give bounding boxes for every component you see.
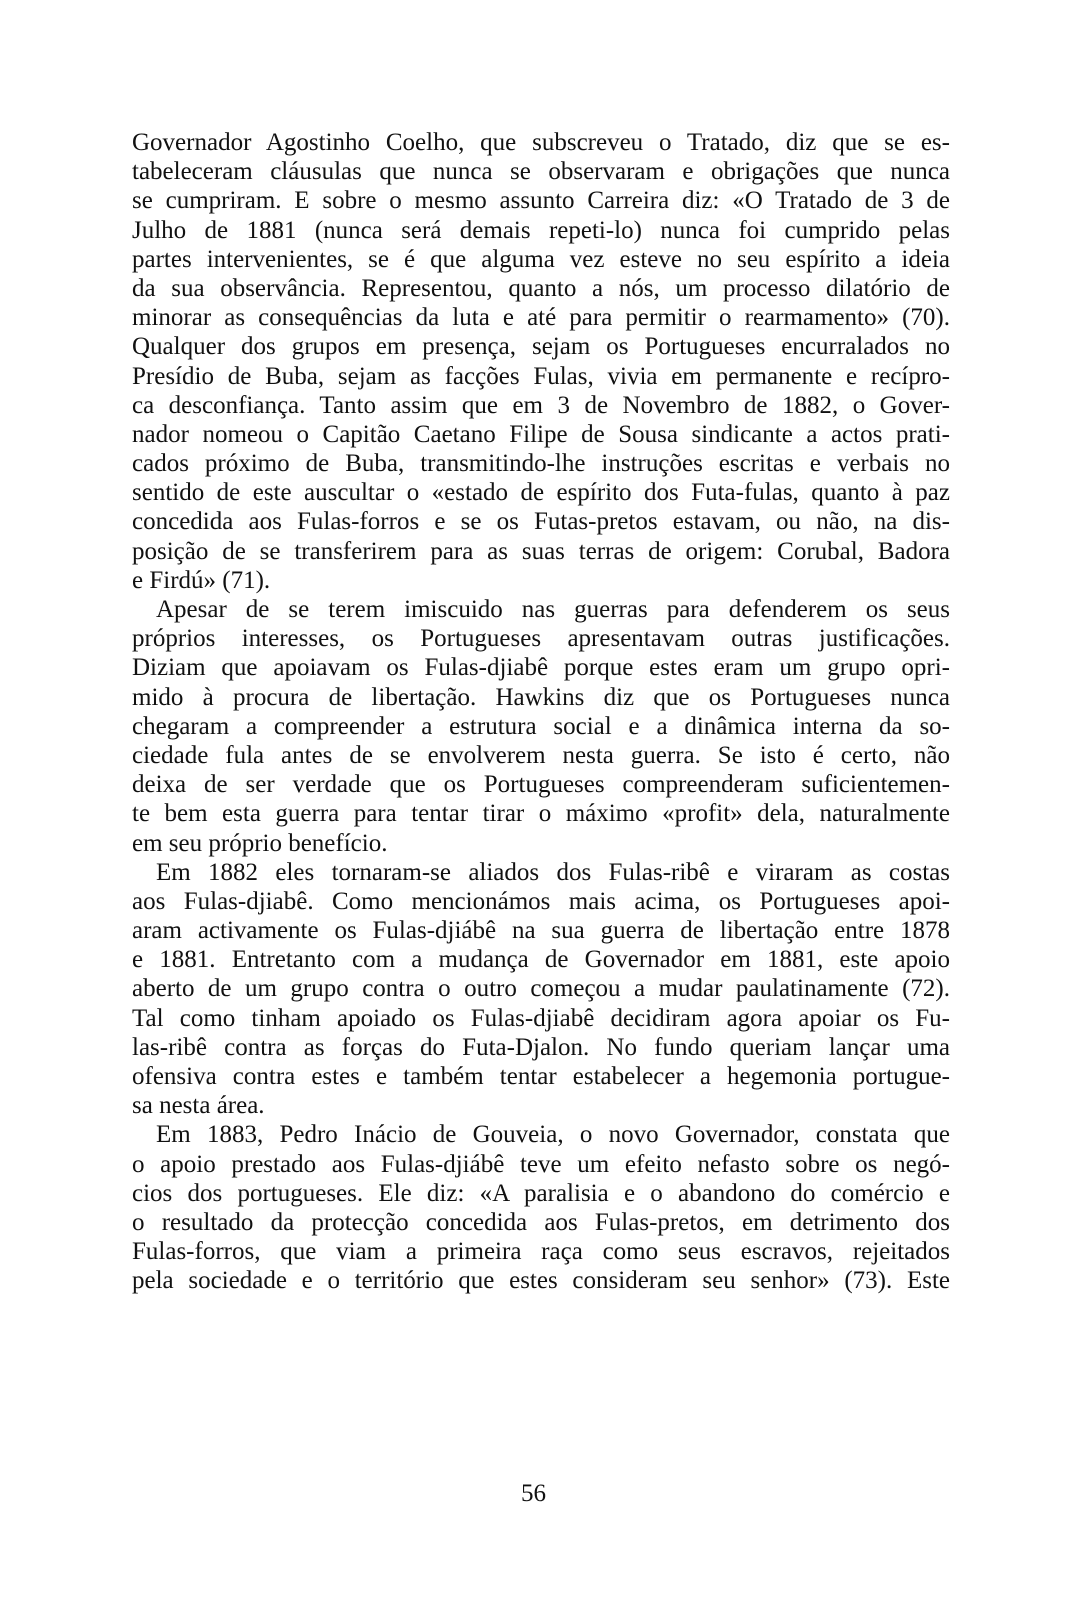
text-line: em seu próprio benefício.	[132, 829, 388, 857]
paragraph-3	[132, 858, 950, 1121]
text-line: sentido de este auscultar o «estado de espírito dos Futa-fulas, quanto à paz	[132, 479, 950, 507]
text-line: partes intervenientes, se é que alguma vez esteve no seu espírito a ideia	[132, 245, 950, 273]
text-line: nador nomeou o Capitão Caetano Filipe de Sousa sindicante a actos prati-	[132, 420, 950, 448]
text-line: tabeleceram cláusulas que nunca se observaram e obrigações que nunca	[132, 158, 950, 186]
text-line: deixa de ser verdade que os Portugueses compreenderam suficientemen-	[132, 771, 950, 799]
text-line: sa nesta área.	[132, 1092, 265, 1120]
text-line: da sua observância. Representou, quanto a nós, um processo dilatório de	[132, 274, 950, 302]
paragraph-1	[132, 128, 950, 595]
text-line: Em 1882 eles tornaram-se aliados dos Fulas-ribê e viraram as costas	[156, 858, 950, 886]
paragraph-2	[132, 595, 950, 858]
body-text	[132, 128, 950, 1296]
text-line: Diziam que apoiavam os Fulas-djiabê porque estes eram um grupo opri-	[132, 654, 950, 682]
text-line: o apoio prestado aos Fulas-djiábê teve um efeito nefasto sobre os negó-	[132, 1150, 950, 1178]
text-line: cios dos portugueses. Ele diz: «A paralisia e o abandono do comércio e	[132, 1179, 951, 1207]
text-line: Em 1883, Pedro Inácio de Gouveia, o novo Governador, constata que	[156, 1121, 950, 1149]
paragraph-4	[132, 1120, 950, 1295]
text-line: aos Fulas-djiabê. Como mencionámos mais acima, os Portugueses apoi-	[132, 887, 950, 915]
text-line: chegaram a compreender a estrutura social e a dinâmica interna da so-	[132, 712, 951, 740]
text-line: Governador Agostinho Coelho, que subscreveu o Tratado, diz que se es-	[132, 129, 950, 156]
text-line: cados próximo de Buba, transmitindo-lhe instruções escritas e verbais no	[132, 450, 950, 478]
text-line: posição de se transferirem para as suas terras de origem: Corubal, Badora	[132, 537, 950, 565]
page-number: 56	[521, 1480, 546, 1507]
text-line: ca desconfiança. Tanto assim que em 3 de Novembro de 1882, o Gover-	[132, 391, 950, 419]
text-line: concedida aos Fulas-forros e se os Futas-pretos estavam, ou não, na dis-	[132, 508, 950, 536]
text-line: mido à procura de libertação. Hawkins diz que os Portugueses nunca	[132, 683, 950, 711]
text-line: ciedade fula antes de se envolverem nesta guerra. Se isto é certo, não	[132, 741, 950, 769]
text-line: Fulas-forros, que viam a primeira raça como seus escravos, rejeitados	[132, 1238, 950, 1266]
text-line: Qualquer dos grupos em presença, sejam os Portugueses encurralados no	[132, 333, 951, 361]
text-line: próprios interesses, os Portugueses apresentavam outras justificações.	[132, 625, 950, 653]
text-line: minorar as consequências da luta e até para permitir o rearmamento» (70).	[132, 304, 950, 332]
text-line: e 1881. Entretanto com a mudança de Governador em 1881, este apoio	[132, 946, 950, 974]
text-line: se cumpriram. E sobre o mesmo assunto Carreira diz: «O Tratado de 3 de	[132, 187, 950, 215]
text-line: las-ribê contra as forças do Futa-Djalon. No fundo queriam lançar uma	[132, 1033, 950, 1061]
text-line: Julho de 1881 (nunca será demais repeti-lo) nunca foi cumprido pelas	[132, 216, 950, 244]
text-line: ofensiva contra estes e também tentar estabelecer a hegemonia portugue-	[132, 1063, 950, 1090]
text-line: aram activamente os Fulas-djiábê na sua guerra de libertação entre 1878	[132, 917, 950, 945]
text-line: te bem esta guerra para tentar tirar o máximo «profit» dela, naturalmente	[132, 800, 950, 828]
text-line: aberto de um grupo contra o outro começou a mudar paulatinamente (72).	[132, 975, 950, 1003]
text-line: Presídio de Buba, sejam as facções Fulas, vivia em permanente e recípro-	[132, 362, 950, 390]
text-line: e Firdú» (71).	[132, 566, 271, 594]
text-line: Apesar de se terem imiscuido nas guerras para defenderem os seus	[156, 596, 950, 623]
text-line: o resultado da protecção concedida aos Fulas-pretos, em detrimento dos	[132, 1208, 950, 1236]
text-line: pela sociedade e o território que estes consideram seu senhor» (73). Este	[132, 1267, 950, 1295]
text-line: Tal como tinham apoiado os Fulas-djiabê decidiram agora apoiar os Fu-	[132, 1004, 950, 1032]
